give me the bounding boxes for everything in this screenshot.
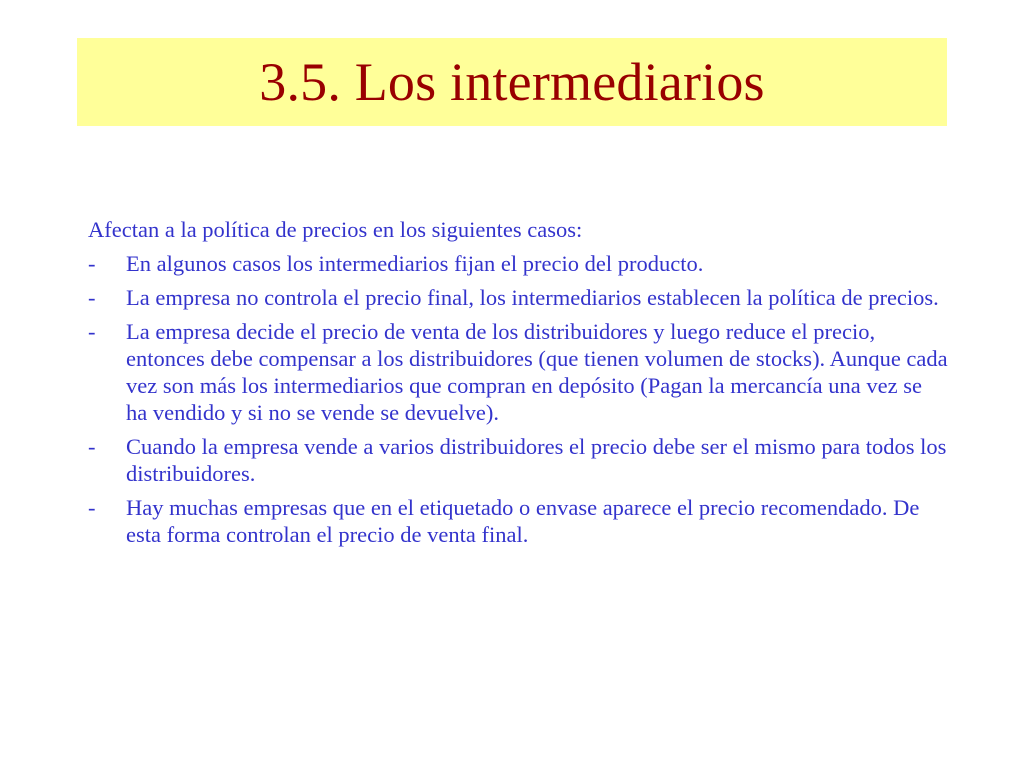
bullet-text: Hay muchas empresas que en el etiquetado o envase aparece el precio recomendado. De esta forma controlan el precio de venta final. (126, 495, 920, 547)
list-item (88, 284, 948, 311)
dash-bullet-icon: - (88, 251, 96, 276)
dash-bullet-icon: - (88, 319, 96, 344)
list-item (88, 433, 948, 487)
dash-bullet-icon: - (88, 285, 96, 310)
bullet-list (88, 250, 948, 548)
title-banner (77, 38, 947, 126)
list-item (88, 494, 948, 548)
bullet-text: La empresa decide el precio de venta de los distribuidores y luego reduce el precio, entonces debe compensar a los distribuidores (que tienen volumen de stocks). Aunque cada vez son más los intermediarios que compran en depósito (Pagan la mercancía una vez se ha vendido y si no se vende se devuelve). (126, 319, 948, 425)
bullet-text: En algunos casos los intermediarios fijan el precio del producto. (126, 251, 704, 276)
dash-bullet-icon: - (88, 495, 96, 520)
dash-bullet-icon: - (88, 434, 96, 459)
intro-text: Afectan a la política de precios en los siguientes casos: (88, 217, 583, 242)
bullet-text: La empresa no controla el precio final, los intermediarios establecen la política de precios. (126, 285, 939, 310)
list-item (88, 318, 948, 426)
slide-title: 3.5. Los intermediarios (259, 52, 765, 112)
slide-body (88, 216, 948, 555)
bullet-text: Cuando la empresa vende a varios distribuidores el precio debe ser el mismo para todos los distribuidores. (126, 434, 947, 486)
list-item (88, 250, 948, 277)
